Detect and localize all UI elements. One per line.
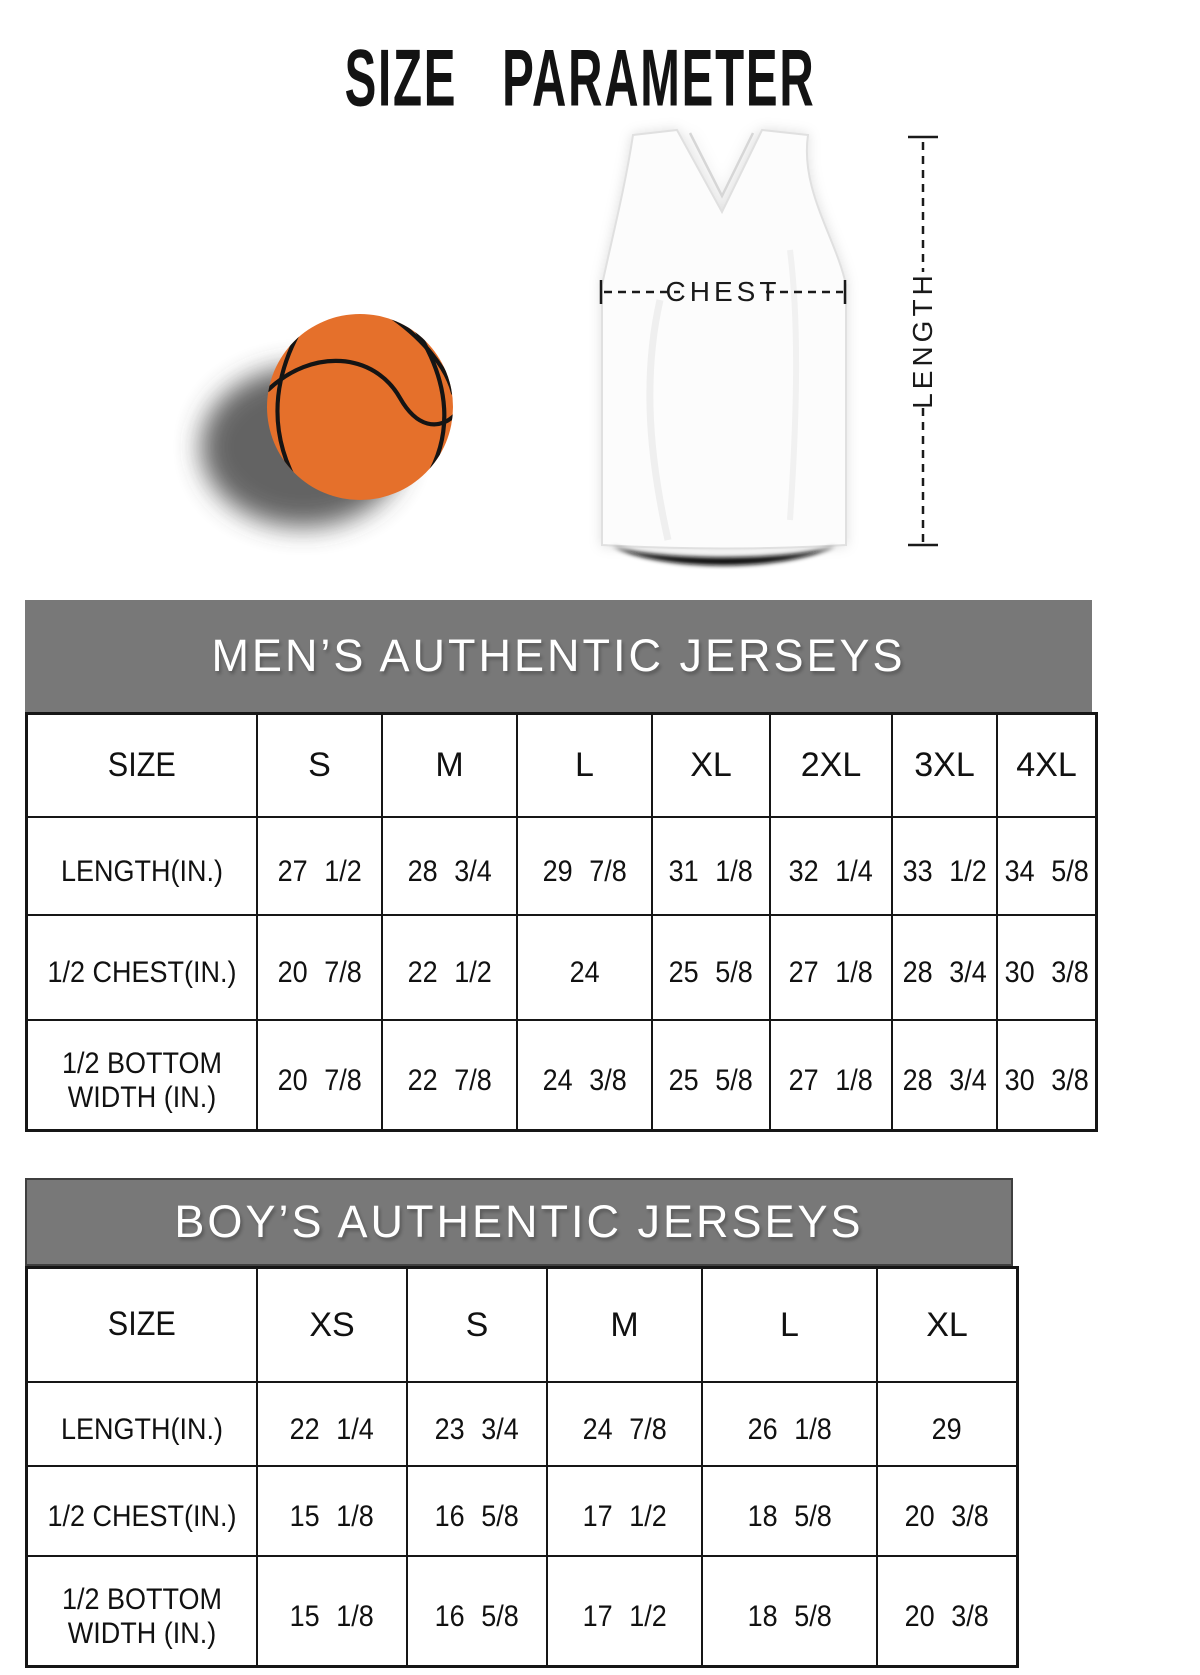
size-col-header: SIZE xyxy=(28,715,258,818)
size-value-cell: 16 5/8 xyxy=(408,1467,548,1557)
size-value-cell: 18 5/8 xyxy=(703,1557,878,1665)
size-value-cell: 28 3/4 xyxy=(893,916,998,1021)
size-value-cell: 34 5/8 xyxy=(998,818,1095,916)
size-value-cell: 20 7/8 xyxy=(258,1021,383,1129)
measure-row-label: LENGTH(IN.) xyxy=(28,1383,258,1467)
size-col-header: M xyxy=(383,715,518,818)
size-value-cell: 29 xyxy=(878,1383,1016,1467)
boys-size-table xyxy=(25,1266,1019,1668)
mens-table-banner xyxy=(25,600,1092,712)
size-value-cell: 22 1/2 xyxy=(383,916,518,1021)
boys-banner-title: BOY’S AUTHENTIC JERSEYS xyxy=(174,1196,864,1247)
size-value-cell: 28 3/4 xyxy=(383,818,518,916)
basketball-icon xyxy=(267,314,454,500)
size-value-cell: 17 1/2 xyxy=(548,1557,703,1665)
mens-size-table xyxy=(25,712,1098,1132)
size-col-header: L xyxy=(518,715,653,818)
measure-row-label: 1/2 CHEST(IN.) xyxy=(28,916,258,1021)
size-value-cell: 22 7/8 xyxy=(383,1021,518,1129)
size-col-header: XL xyxy=(653,715,771,818)
size-value-cell: 24 7/8 xyxy=(548,1383,703,1467)
size-value-cell: 20 7/8 xyxy=(258,916,383,1021)
size-col-header: 2XL xyxy=(771,715,893,818)
size-value-cell: 31 1/8 xyxy=(653,818,771,916)
size-value-cell: 30 3/8 xyxy=(1004,1063,1089,1097)
size-value-cell: 24 xyxy=(518,916,653,1021)
boys-table-banner xyxy=(25,1178,1013,1266)
size-value-cell: 17 1/2 xyxy=(548,1467,703,1557)
size-value-cell: 20 3/8 xyxy=(878,1467,1016,1557)
size-col-header: XS xyxy=(258,1269,408,1383)
mens-banner-title: MEN’S AUTHENTIC JERSEYS xyxy=(211,630,906,681)
size-value-cell: 18 5/8 xyxy=(703,1467,878,1557)
size-value-cell: 20 3/8 xyxy=(904,1599,990,1633)
size-value-cell: 29 7/8 xyxy=(518,818,653,916)
size-value-cell: 27 1/8 xyxy=(771,1021,893,1129)
page-title: SIZE PARAMETER xyxy=(344,33,816,124)
size-value-cell: 15 1/8 xyxy=(258,1557,408,1665)
length-dimension-label: LENGTH xyxy=(907,271,938,409)
size-value-cell: 26 1/8 xyxy=(703,1383,878,1467)
size-value-cell: 32 1/4 xyxy=(771,818,893,916)
size-col-header: 3XL xyxy=(893,715,998,818)
size-value-cell: 25 5/8 xyxy=(653,916,771,1021)
size-diagram xyxy=(150,105,1000,585)
size-value-cell: 25 5/8 xyxy=(653,1021,771,1129)
size-col-header: 4XL xyxy=(998,715,1095,818)
size-col-header: L xyxy=(703,1269,878,1383)
size-col-header: S xyxy=(408,1269,548,1383)
size-value-cell: 23 3/4 xyxy=(408,1383,548,1467)
size-value-cell: 15 1/8 xyxy=(258,1467,408,1557)
size-value-cell: 27 1/2 xyxy=(258,818,383,916)
size-value-cell: 16 5/8 xyxy=(408,1557,548,1665)
size-value-cell: 28 3/4 xyxy=(893,1021,998,1129)
size-col-header: XL xyxy=(878,1269,1016,1383)
size-value-cell: 30 3/8 xyxy=(998,916,1095,1021)
size-col-header: S xyxy=(258,715,383,818)
chest-dimension-label: CHEST xyxy=(665,276,781,307)
size-value-cell: 24 3/8 xyxy=(518,1021,653,1129)
jersey-illustration xyxy=(602,130,846,549)
size-value-cell: 33 1/2 xyxy=(893,818,998,916)
measure-row-label: 1/2 CHEST(IN.) xyxy=(28,1467,258,1557)
measure-row-label: 1/2 BOTTOM WIDTH (IN.) xyxy=(28,1557,258,1665)
size-value-cell: 27 1/8 xyxy=(771,916,893,1021)
measure-row-label: 1/2 BOTTOM WIDTH (IN.) xyxy=(28,1021,258,1129)
size-value-cell: 22 1/4 xyxy=(258,1383,408,1467)
size-col-header: SIZE xyxy=(28,1269,258,1383)
size-col-header: M xyxy=(548,1269,703,1383)
measure-row-label: LENGTH(IN.) xyxy=(28,818,258,916)
